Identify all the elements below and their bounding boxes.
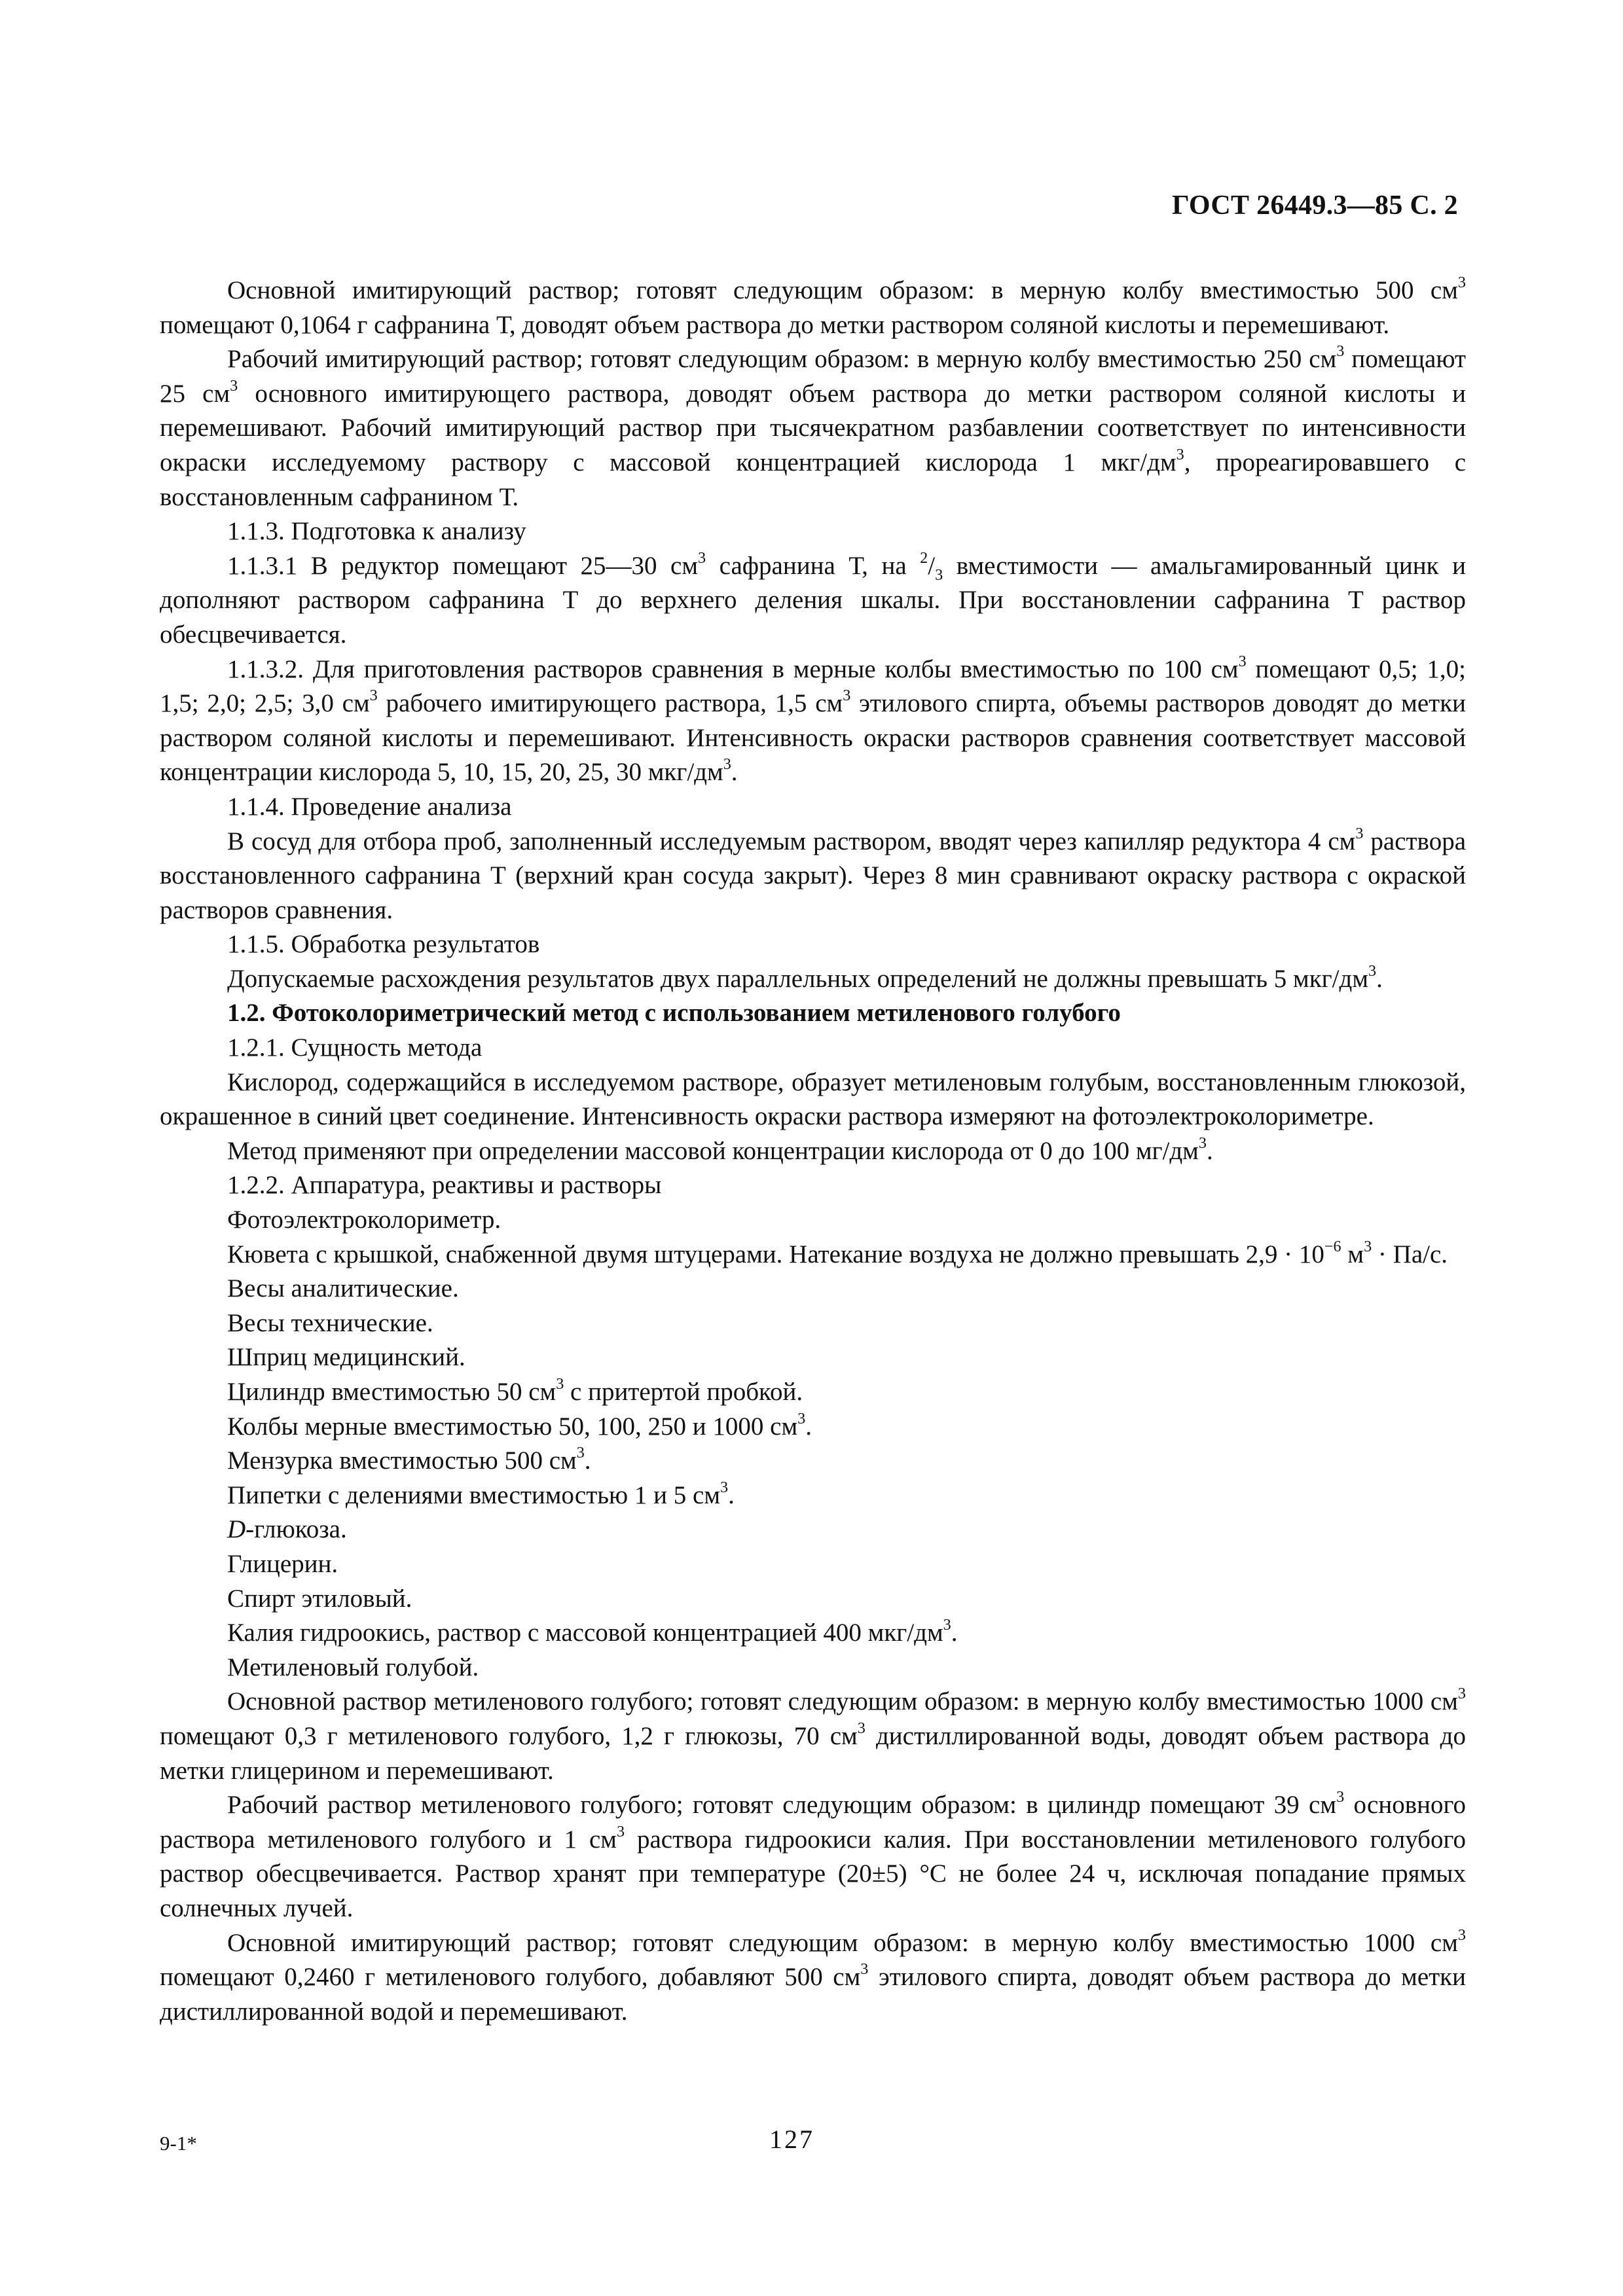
list-item: Весы технические.: [227, 1308, 433, 1337]
list-item: Спирт этиловый.: [227, 1584, 412, 1613]
paragraph-working-methylene-blue-solution: Рабочий раствор метиленового голубого; готовят следующим образом: в цилиндр помещают 39 $см^3$ основного раствора метиленового голубого и 1 $см^3$ раствора гидроокиси калия. При восстановлении метиленового голубого раствор обесцвечивается. Раствор хранят при температуре (20±5) °С не более 24 ч, исключая попадание прямых солнечных лучей.: [160, 1788, 1467, 1922]
list-item: Фотоэлектроколориметр.: [227, 1206, 501, 1234]
paragraph-1-1-3-1: 1.1.3.1 В редуктор помещают 25—30 $см^3$ сафранина Т, на $^2/_3$ вместимости — амальгамированный цинк и дополняют раствором сафранина Т до верхнего деления шкалы. При восстановлении сафранина Т раствор обесцвечивается.: [160, 548, 1467, 649]
page-header: ГОСТ 26449.3—85 С. 2: [1171, 190, 1458, 221]
paragraph-main-methylene-blue-solution: Основной раствор метиленового голубого; готовят следующим образом: в мерную колбу вместимостью 1000 $см^3$ помещают 0,3 г метиленового голубого, 1,2 г глюкозы, 70 $см^3$ дистиллированной воды, доводят объем раствора до метки глицерином и перемешивают.: [160, 1685, 1467, 1785]
list-item: Мензурка вместимостью 500 $см^3$.: [227, 1444, 591, 1475]
list-item: Кювета с крышкой, снабженной двумя штуцерами. Натекание воздуха не должно превышать $2,9 \cdot 10^{-6}$ $м^3 \cdot Па/с$.: [227, 1237, 1448, 1268]
list-item: Весы аналитические.: [227, 1274, 459, 1303]
paragraph-working-imitating-solution: Рабочий имитирующий раствор; готовят следующим образом: в мерную колбу вместимостью 250 $см^3$ помещают 25 $см^3$ основного имитирующего раствора, доводят объем раствора до метки раствором соляной кислоты и перемешивают. Рабочий имитирующий раствор при тысячекратном разбавлении соответствует по интенсивности окраски исследуемому раствору с массовой концентрацией кислорода 1 мкг/$дм^3$, прореагировавшего с восстановленным сафранином Т.: [160, 342, 1467, 511]
section-1-1-3-heading: 1.1.3. Подготовка к анализу: [227, 517, 526, 546]
paragraph-1-1-4: В сосуд для отбора проб, заполненный исследуемым раствором, вводят через капилляр редуктора 4 $см^3$ раствора восстановленного сафранина Т (верхний кран сосуда закрыт). Через 8 мин сравнивают окраску раствора с окраской растворов сравнения.: [160, 824, 1467, 924]
section-1-2-2-heading: 1.2.2. Аппаратура, реактивы и растворы: [227, 1171, 662, 1200]
paragraph-main-imitating-methylene-blue: Основной имитирующий раствор; готовят следующим образом: в мерную колбу вместимостью 1000 $см^3$ помещают 0,2460 г метиленового голубого, добавляют 500 $см^3$ этилового спирта, доводят объем раствора до метки дистиллированной водой и перемешивают.: [160, 1926, 1466, 2026]
paragraph-1-1-5: Допускаемые расхождения результатов двух параллельных определений не должны превышать 5 мкг/$дм^3$.: [227, 961, 1383, 993]
list-item: Метиленовый голубой.: [227, 1653, 479, 1681]
list-item: Глицерин.: [227, 1549, 338, 1578]
document-body: [160, 274, 1466, 2029]
section-1-2-heading: 1.2. Фотоколориметрический метод с использованием метиленового голубого: [227, 999, 1121, 1028]
list-item: Цилиндр вместимостью 50 $см^3$ с притертой пробкой.: [227, 1375, 803, 1406]
paragraph-1-2-1: Кислород, содержащийся в исследуемом растворе, образует метиленовым голубым, восстановленным глюкозой, окрашенное в синий цвет соединение. Интенсивность окраски раствора измеряют на фотоэлектроколориметре.: [160, 1067, 1466, 1131]
section-1-2-1-heading: 1.2.1. Сущность метода: [227, 1033, 483, 1062]
paragraph-main-imitating-solution: Основной имитирующий раствор; готовят следующим образом: в мерную колбу вместимостью 500 $см^3$ помещают 0,1064 г сафранина Т, доводят объем раствора до метки раствором соляной кислоты и перемешивают.: [160, 274, 1466, 339]
footer-signature-mark: 9-1*: [160, 2132, 197, 2155]
list-item: Пипетки с делениями вместимостью 1 и 5 $см^3$.: [227, 1478, 735, 1509]
list-item: Шприц медицинский.: [227, 1343, 465, 1372]
section-1-1-5-heading: 1.1.5. Обработка результатов: [227, 930, 540, 959]
page-number: 127: [769, 2125, 814, 2154]
list-item: D-глюкоза.: [227, 1515, 347, 1544]
list-item: Калия гидроокись, раствор с массовой концентрацией 400 мкг/$дм^3$.: [227, 1616, 958, 1647]
paragraph-1-1-3-2: 1.1.3.2. Для приготовления растворов сравнения в мерные колбы вместимостью по 100 $см^3$ помещают 0,5; 1,0; 1,5; 2,0; 2,5; 3,0 $см^3$ рабочего имитирующего раствора, 1,5 $см^3$ этилового спирта, объемы растворов доводят до метки раствором соляной кислоты и перемешивают. Интенсивность окраски растворов сравнения соответствует массовой концентрации кислорода 5, 10, 15, 20, 25, 30 мкг/$дм^3$.: [160, 652, 1467, 787]
list-item: Колбы мерные вместимостью 50, 100, 250 и 1000 $см^3$.: [227, 1409, 812, 1441]
section-1-1-4-heading: 1.1.4. Проведение анализа: [227, 792, 512, 821]
paragraph-1-2-1-range: Метод применяют при определении массовой концентрации кислорода от 0 до 100 $мг/дм^3$.: [227, 1134, 1213, 1165]
